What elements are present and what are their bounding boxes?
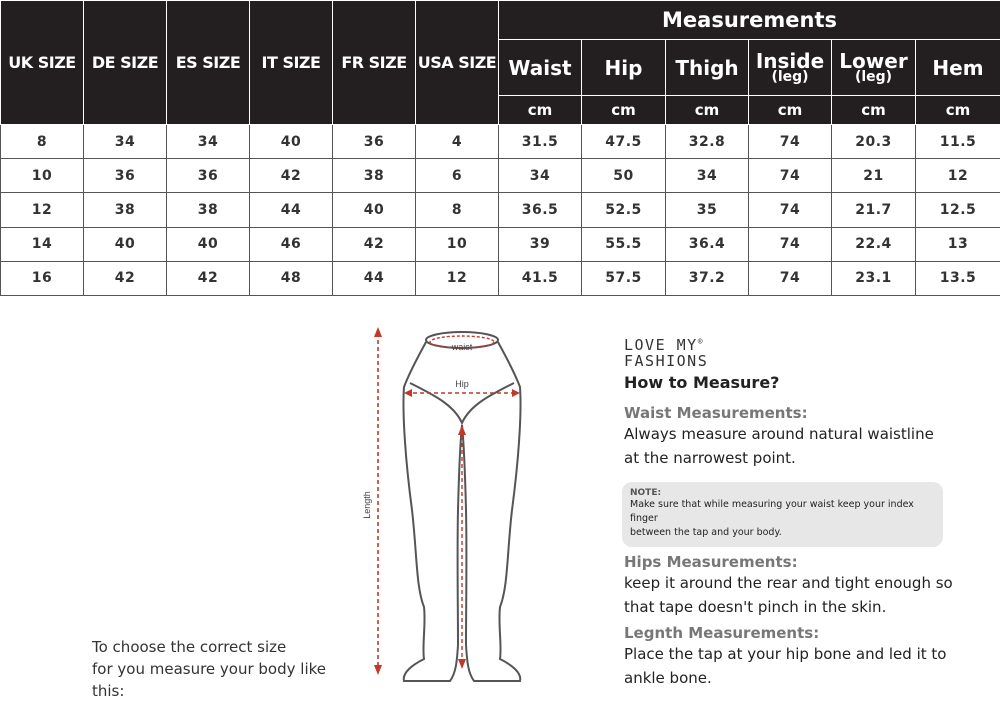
table-cell: 74 [749,125,832,159]
length-section-title: Legnth Measurements: [624,624,820,642]
table-cell: 74 [749,261,832,295]
unit-cell: cm [666,96,749,125]
note-label: NOTE: [630,488,662,498]
table-cell: 40 [250,125,333,159]
header-hip-label: Hip [604,55,643,80]
table-cell: 36.5 [499,193,582,227]
table-row [1,227,1000,261]
waist-body-line-1: Always measure around natural waistline [624,425,934,443]
note-text [630,498,935,540]
table-cell: 46 [250,227,333,261]
table-body [1,125,1000,296]
header-measurements-group: Measurements [499,1,1000,40]
table-cell: 31.5 [499,125,582,159]
waist-label: waist [451,342,473,352]
header-it-size: IT SIZE [250,1,333,125]
table-cell: 34 [167,125,250,159]
length-body-line-2: ankle bone. [624,669,712,687]
table-cell: 22.4 [832,227,916,261]
table-cell: 42 [167,261,250,295]
table-cell: 42 [333,227,416,261]
header-usa-size: USA SIZE [416,1,499,125]
table-cell: 44 [333,261,416,295]
guide-title: How to Measure? [624,373,780,392]
table-cell: 41.5 [499,261,582,295]
table-row [1,125,1000,159]
brand-text-1: LOVE MY [624,336,698,354]
table-cell: 36 [167,159,250,193]
table-cell: 37.2 [666,261,749,295]
table-cell: 74 [749,193,832,227]
table-cell: 34 [499,159,582,193]
header-thigh [666,40,749,96]
unit-cell: cm [499,96,582,125]
table-cell: 21 [832,159,916,193]
header-lower-leg [832,40,916,96]
table-cell: 8 [416,193,499,227]
table-cell: 55.5 [582,227,666,261]
header-hem [916,40,1000,96]
table-row [1,193,1000,227]
table-cell: 34 [84,125,167,159]
header-inside-sub: (leg) [771,68,809,85]
table-cell: 47.5 [582,125,666,159]
table-row [1,261,1000,295]
table-cell: 38 [167,193,250,227]
caption-line-1: To choose the correct size [92,638,287,656]
header-hem-label: Hem [932,55,984,80]
table-cell: 12 [416,261,499,295]
table-cell: 10 [1,159,84,193]
length-label: Length [362,491,372,519]
table-cell: 4 [416,125,499,159]
header-es-size: ES SIZE [167,1,250,125]
length-dimension-line [374,327,382,675]
header-hip [582,40,666,96]
table-cell: 44 [250,193,333,227]
unit-cell: cm [832,96,916,125]
table-cell: 50 [582,159,666,193]
hip-label: Hip [455,379,469,389]
length-body-line-1: Place the tap at your hip bone and led it to [624,645,947,663]
hips-body-line-1: keep it around the rear and tight enough so [624,574,953,592]
header-de-size: DE SIZE [84,1,167,125]
table-cell: 40 [333,193,416,227]
note-text-line-2: between the tap and your body. [630,527,782,538]
length-section-body [624,642,984,690]
table-cell: 48 [250,261,333,295]
table-cell: 40 [84,227,167,261]
table-cell: 11.5 [916,125,1000,159]
header-lower-sub: (leg) [854,68,893,85]
header-uk-size: UK SIZE [1,1,84,125]
table-cell: 35 [666,193,749,227]
unit-cell: cm [582,96,666,125]
brand-mark: ® [697,337,705,346]
note-box [622,482,943,547]
hips-section-title: Hips Measurements: [624,553,798,571]
table-cell: 40 [167,227,250,261]
brand-line-2: FASHIONS [624,352,709,370]
table-cell: 39 [499,227,582,261]
hips-body-line-2: that tape doesn't pinch in the skin. [624,598,887,616]
header-inside-leg [749,40,832,96]
hips-section-body [624,571,984,619]
table-cell: 32.8 [666,125,749,159]
table-cell: 8 [1,125,84,159]
size-chart-table [0,0,1000,296]
leg-measurement-diagram [362,325,542,695]
table-cell: 13.5 [916,261,1000,295]
table-row [1,159,1000,193]
table-cell: 23.1 [832,261,916,295]
table-cell: 14 [1,227,84,261]
table-cell: 12.5 [916,193,1000,227]
brand-line-1 [624,334,984,353]
table-cell: 34 [666,159,749,193]
how-to-measure-guide [624,334,984,690]
table-cell: 74 [749,159,832,193]
table-cell: 21.7 [832,193,916,227]
table-cell: 42 [84,261,167,295]
hip-dimension-line [404,389,520,397]
table-cell: 36.4 [666,227,749,261]
note-text-line-1: Make sure that while measuring your waist keep your index finger [630,499,914,524]
table-cell: 36 [84,159,167,193]
header-fr-size: FR SIZE [333,1,416,125]
table-cell: 57.5 [582,261,666,295]
brand-logo [624,334,984,369]
table-cell: 42 [250,159,333,193]
waist-section-body [624,422,984,470]
table-cell: 12 [1,193,84,227]
table-cell: 6 [416,159,499,193]
table-cell: 38 [84,193,167,227]
table-cell: 38 [333,159,416,193]
table-cell: 36 [333,125,416,159]
waist-body-line-2: at the narrowest point. [624,449,796,467]
measure-caption [92,636,362,702]
table-cell: 74 [749,227,832,261]
header-inside-label: Inside [755,48,825,73]
waist-section-title: Waist Measurements: [624,404,808,422]
table-cell: 52.5 [582,193,666,227]
header-waist [499,40,582,96]
header-thigh-label: Thigh [675,55,739,80]
table-cell: 16 [1,261,84,295]
trousers-illustration [362,325,542,695]
table-cell: 10 [416,227,499,261]
caption-line-2: for you measure your body like this: [92,660,326,700]
unit-cell: cm [749,96,832,125]
table-header [1,1,1000,125]
header-lower-label: Lower [839,48,908,73]
table-cell: 13 [916,227,1000,261]
header-waist-label: Waist [508,55,572,80]
table-cell: 12 [916,159,1000,193]
unit-cell: cm [916,96,1000,125]
table-cell: 20.3 [832,125,916,159]
